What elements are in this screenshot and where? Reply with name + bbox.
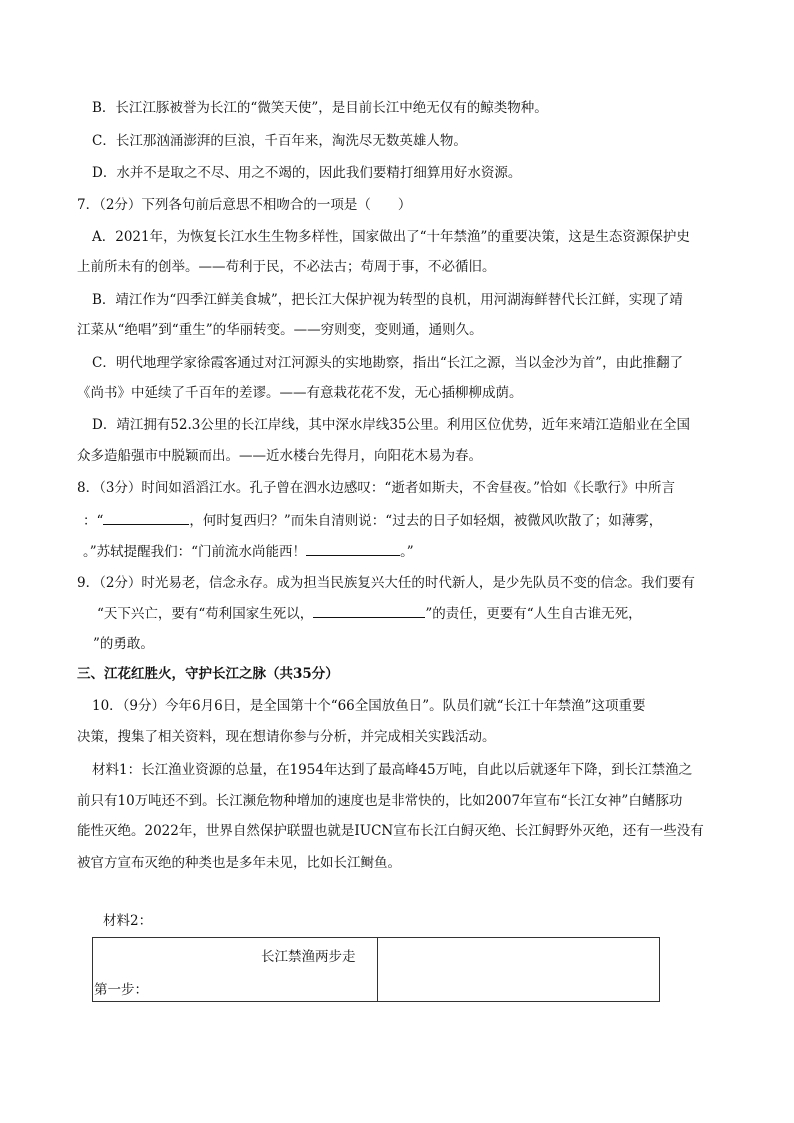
material1-line3: 能性灭绝。2022年，世界自然保护联盟也就是IUCN宣布长江白鲟灭绝、长江鲟野外灭绝，还有一些没有: [77, 823, 704, 839]
section-heading: 三、江花红胜火，守护长江之脉（共35分）: [77, 666, 339, 682]
material1-line4: 被官方宣布灭绝的种类也是多年未见，比如长江鲥鱼。: [77, 855, 401, 871]
q8-line2-suffix: ，何时复西归？”而朱自清则说：“过去的日子如轻烟，被微风吹散了；如薄雾，: [189, 513, 663, 529]
q7-option-c-line2: 《尚书》中延续了千百年的差谬。——有意栽花花不发，无心插柳柳成荫。: [77, 385, 523, 401]
q8-line3-suffix: 。”: [400, 544, 414, 560]
q8-line2: [83, 510, 662, 531]
q8-line3: [83, 541, 414, 562]
q6-option-b: B．长江江豚被誉为长江的“微笑天使”，是目前长江中绝无仅有的鲸类物种。: [92, 100, 548, 116]
q8-line3-prefix: 。”苏轼提醒我们：“门前流水尚能西！: [83, 544, 307, 560]
fishing-ban-table: [92, 937, 660, 1002]
q8-answer-blank-2[interactable]: [306, 541, 400, 556]
q7-option-c-line1: C．明代地理学家徐霞客通过对江河源头的实地勘察，指出“长江之源，当以金沙为首”，由此推翻了: [92, 355, 684, 371]
q7-option-d-line2: 众多造船强市中脱颖而出。——近水楼台先得月，向阳花木易为春。: [77, 448, 482, 464]
q9-line3: ”的勇敢。: [93, 636, 154, 652]
material1-line2: 前只有10万吨还不到。长江濒危物种增加的速度也是非常快的，比如2007年宣布“长江女神”白鳍豚功: [77, 793, 683, 809]
q6-option-d: D．水并不是取之不尽、用之不竭的，因此我们要精打细算用好水资源。: [92, 165, 522, 181]
q6-option-c: C．长江那汹涌澎湃的巨浪，千百年来，淘洗尽无数英雄人物。: [92, 133, 467, 149]
q7-option-b-line2: 江菜从“绝唱”到“重生”的华丽转变。——穷则变，变则通，通则久。: [77, 322, 483, 338]
q8-line2-prefix: ：“: [83, 513, 104, 529]
material2-label: 材料2：: [103, 913, 153, 929]
q10-stem-line2: 决策，搜集了相关资料，现在想请你参与分析，并完成相关实践活动。: [77, 729, 496, 745]
q7-option-a-line1: A．2021年，为恢复长江水生生物多样性，国家做出了“十年禁渔”的重要决策，这是生态资源保护史: [92, 229, 690, 245]
q10-stem-line1: 10．（9分）今年6月6日，是全国第十个“66全国放鱼日”。队员们就“长江十年禁渔”这项重要: [92, 698, 646, 714]
q8-line1: 8．（3分）时间如滔滔江水。孔子曾在泗水边感叹：“逝者如斯夫，不舍昼夜。”恰如《长歌行》中所言: [77, 480, 675, 496]
q7-option-b-line1: B．靖江作为“四季江鲜美食城”，把长江大保护视为转型的良机，用河湖海鲜替代长江鲜，实现了靖: [92, 292, 683, 308]
q7-option-d-line1: D．靖江拥有52.3公里的长江岸线，其中深水岸线35公里。利用区位优势，近年来靖江造船业在全国: [92, 417, 691, 433]
table-column-divider: [377, 938, 378, 1001]
q8-answer-blank-1[interactable]: [103, 510, 189, 525]
material1-line1: 材料1：长江渔业资源的总量，在1954年达到了最高峰45万吨，自此以后就逐年下降，到长江禁渔之: [92, 762, 693, 778]
q7-option-a-line2: 上前所未有的创举。——苟利于民，不必法古；苟周于事，不必循旧。: [77, 259, 496, 275]
table-title: 长江禁渔两步走: [261, 949, 356, 965]
q9-line2-prefix: “天下兴亡，要有“苟利国家生死以，: [97, 606, 314, 622]
q9-answer-blank[interactable]: [313, 603, 425, 618]
q9-line2-suffix: ”的责任，更要有“人生自古谁无死，: [425, 606, 642, 622]
q7-stem: 7．（2分）下列各句前后意思不相吻合的一项是（ ）: [77, 197, 412, 213]
q9-line2: [97, 603, 642, 624]
table-step-label: 第一步：: [94, 982, 148, 998]
q9-line1: 9．（2分）时光易老，信念永存。成为担当民族复兴大任的时代新人，是少先队员不变的信念。我们要有: [77, 575, 695, 591]
